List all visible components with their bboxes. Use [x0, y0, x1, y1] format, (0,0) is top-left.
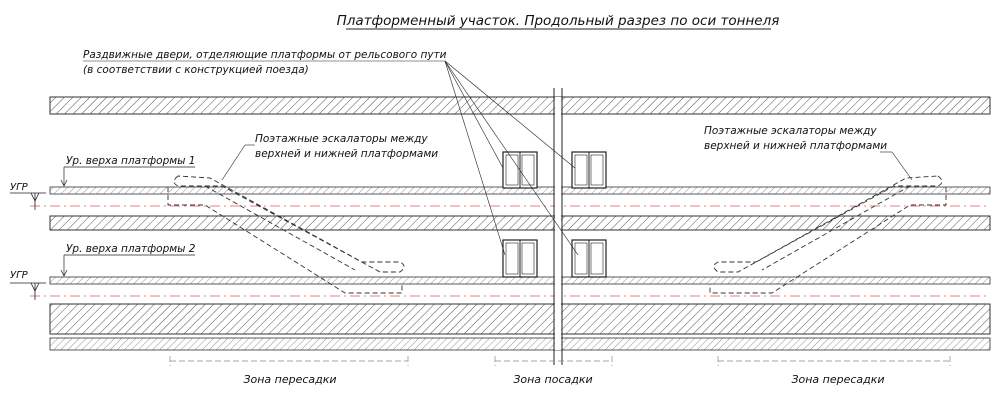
platform2-level-label: Ур. верха платформы 2	[66, 243, 196, 255]
door-note-line1: Раздвижные двери, отделяющие платформы от рельсового пути	[83, 49, 447, 61]
level-marker-lower	[10, 283, 46, 300]
door-lower-left	[503, 240, 537, 277]
drawing-title: Платформенный участок. Продольный разрез по оси тоннеля	[336, 13, 780, 29]
zone-bracket-transfer-left	[170, 356, 408, 366]
foundation-slab	[50, 338, 990, 350]
zone-bracket-transfer-right	[718, 356, 950, 366]
door-note-line2: (в соответствии с конструкцией поезда)	[83, 64, 309, 76]
level-marker-upper	[10, 193, 46, 210]
door-lower-right	[572, 240, 606, 277]
joint-gap	[555, 97, 561, 350]
rail-level-label-upper: УГР	[10, 182, 28, 193]
escalator-note-left-line2: верхней и нижней платформами	[255, 148, 439, 160]
escalator-note-right-line1: Поэтажные эскалаторы между	[704, 125, 877, 137]
platform1-level-label: Ур. верха платформы 1	[66, 155, 196, 167]
door-upper-right	[572, 152, 606, 188]
zone-label-transfer-right: Зона пересадки	[791, 373, 885, 386]
base-slab	[50, 304, 990, 334]
escalator-note-left-leader	[222, 145, 255, 180]
escalator-note-right-leader	[880, 152, 912, 180]
escalator-note-left-line1: Поэтажные эскалаторы между	[255, 133, 428, 145]
rail-level-label-lower: УГР	[10, 270, 28, 281]
escalator-note-right-line2: верхней и нижней платформами	[704, 140, 888, 152]
ceiling-slab	[50, 97, 990, 114]
lower-platform-slab	[50, 277, 990, 284]
intermediate-slab	[50, 216, 990, 230]
zone-label-boarding: Зона посадки	[513, 373, 593, 386]
platform2-callout	[61, 255, 195, 276]
zone-label-transfer-left: Зона пересадки	[243, 373, 337, 386]
